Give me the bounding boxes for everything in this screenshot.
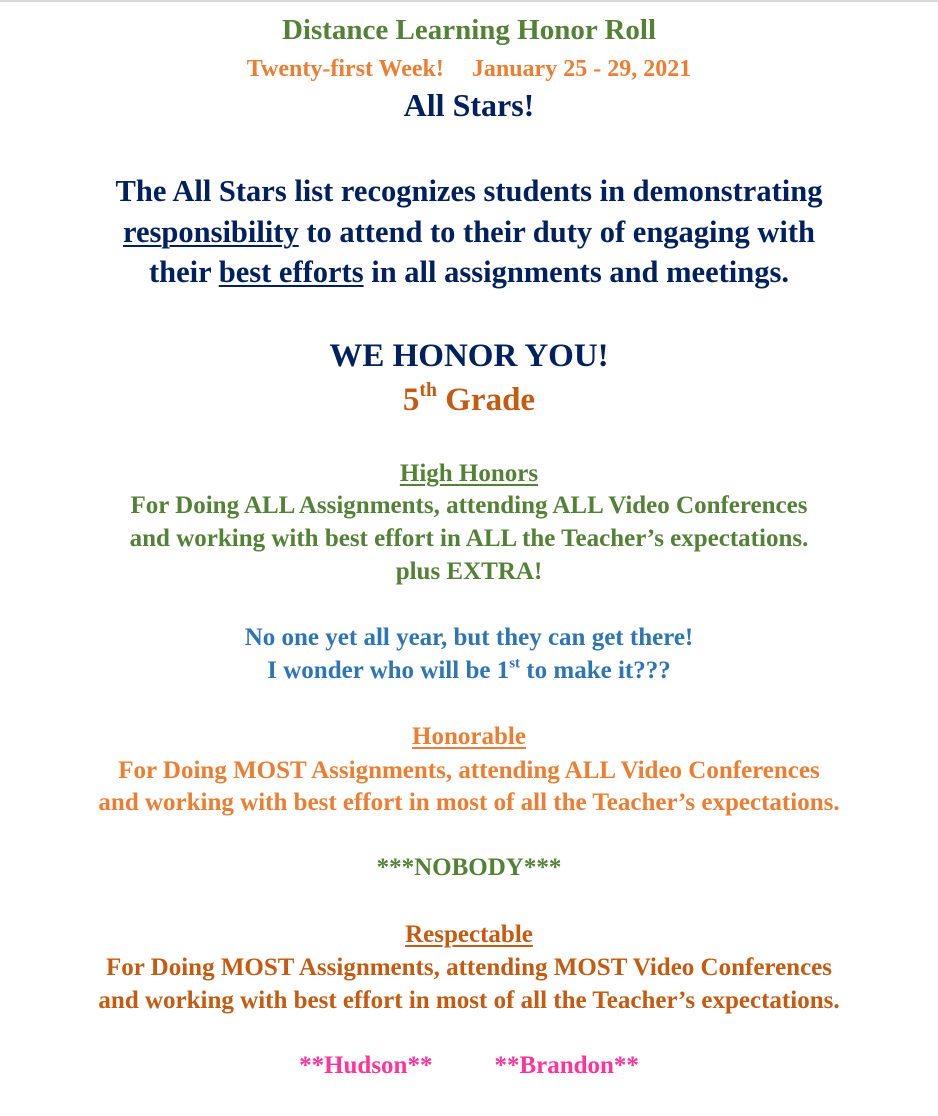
honorable-text-2: and working with best effort in most of all the Teacher’s expectations. xyxy=(98,789,840,816)
document-title xyxy=(0,16,938,45)
grade-heading xyxy=(0,379,938,418)
note-text-end: to make it??? xyxy=(520,657,671,684)
respectable-text-2: and working with best effort in most of all the Teacher’s expectations. xyxy=(98,987,840,1014)
responsibility-emphasis: responsibility xyxy=(123,215,299,249)
intro-text-3a: their xyxy=(149,255,219,289)
week-line xyxy=(0,57,938,81)
grade-word: Grade xyxy=(437,382,536,418)
respectable-criteria-1 xyxy=(0,955,938,980)
high-honors-text-3: plus EXTRA! xyxy=(395,558,543,585)
honor-banner xyxy=(0,340,938,373)
high-honors-note-2 xyxy=(0,655,938,684)
high-honors-heading xyxy=(0,461,938,486)
honorable-text-1: For Doing MOST Assignments, attending ALL Video Conferences xyxy=(118,757,820,784)
honorable-heading xyxy=(0,724,938,749)
note-text-start: I wonder who will be 1 xyxy=(267,657,510,684)
honorable-students xyxy=(0,855,938,880)
respectable-heading xyxy=(0,922,938,947)
respectable-text-1: For Doing MOST Assignments, attending MOST Video Conferences xyxy=(106,954,832,981)
subtitle-text: All Stars! xyxy=(403,87,535,123)
student-name: **Brandon** xyxy=(494,1052,639,1079)
honorable-nobody: ***NOBODY*** xyxy=(376,854,562,881)
subtitle xyxy=(0,89,938,121)
title-text: Distance Learning Honor Roll xyxy=(281,14,657,46)
top-divider xyxy=(0,0,938,2)
best-efforts-emphasis: best efforts xyxy=(218,255,364,289)
high-honors-criteria-3 xyxy=(0,559,938,584)
high-honors-text-2: and working with best effort in ALL the Teacher’s expectations. xyxy=(129,525,809,552)
grade-suffix: th xyxy=(419,379,437,402)
high-honors-criteria-1 xyxy=(0,493,938,518)
grade-number: 5 xyxy=(402,382,420,418)
intro-text-1: The All Stars list recognizes students in demonstrating xyxy=(115,174,823,208)
honorable-criteria-2 xyxy=(0,790,938,815)
high-honors-note-1 xyxy=(0,625,938,650)
respectable-students xyxy=(0,1053,938,1078)
intro-line-1 xyxy=(0,176,938,207)
respectable-title: Respectable xyxy=(405,921,533,948)
high-honors-criteria-2 xyxy=(0,526,938,551)
intro-line-3 xyxy=(0,257,938,288)
honorable-criteria-1 xyxy=(0,758,938,783)
student-name: **Hudson** xyxy=(299,1052,433,1079)
intro-line-2 xyxy=(0,217,938,248)
note-ordinal-suffix: st xyxy=(509,655,521,672)
high-honors-title: High Honors xyxy=(399,460,539,487)
high-honors-text-1: For Doing ALL Assignments, attending ALL Video Conferences xyxy=(130,492,808,519)
respectable-criteria-2 xyxy=(0,988,938,1013)
intro-text-3b: in all assignments and meetings. xyxy=(363,255,789,289)
date-range: January 25 - 29, 2021 xyxy=(471,56,692,82)
high-honors-note-text-1: No one yet all year, but they can get there! xyxy=(244,624,694,651)
week-label: Twenty-first Week! xyxy=(246,56,444,82)
intro-text-2: to attend to their duty of engaging with xyxy=(298,215,815,249)
honorable-title: Honorable xyxy=(412,723,526,750)
honor-banner-text: WE HONOR YOU! xyxy=(329,338,609,374)
